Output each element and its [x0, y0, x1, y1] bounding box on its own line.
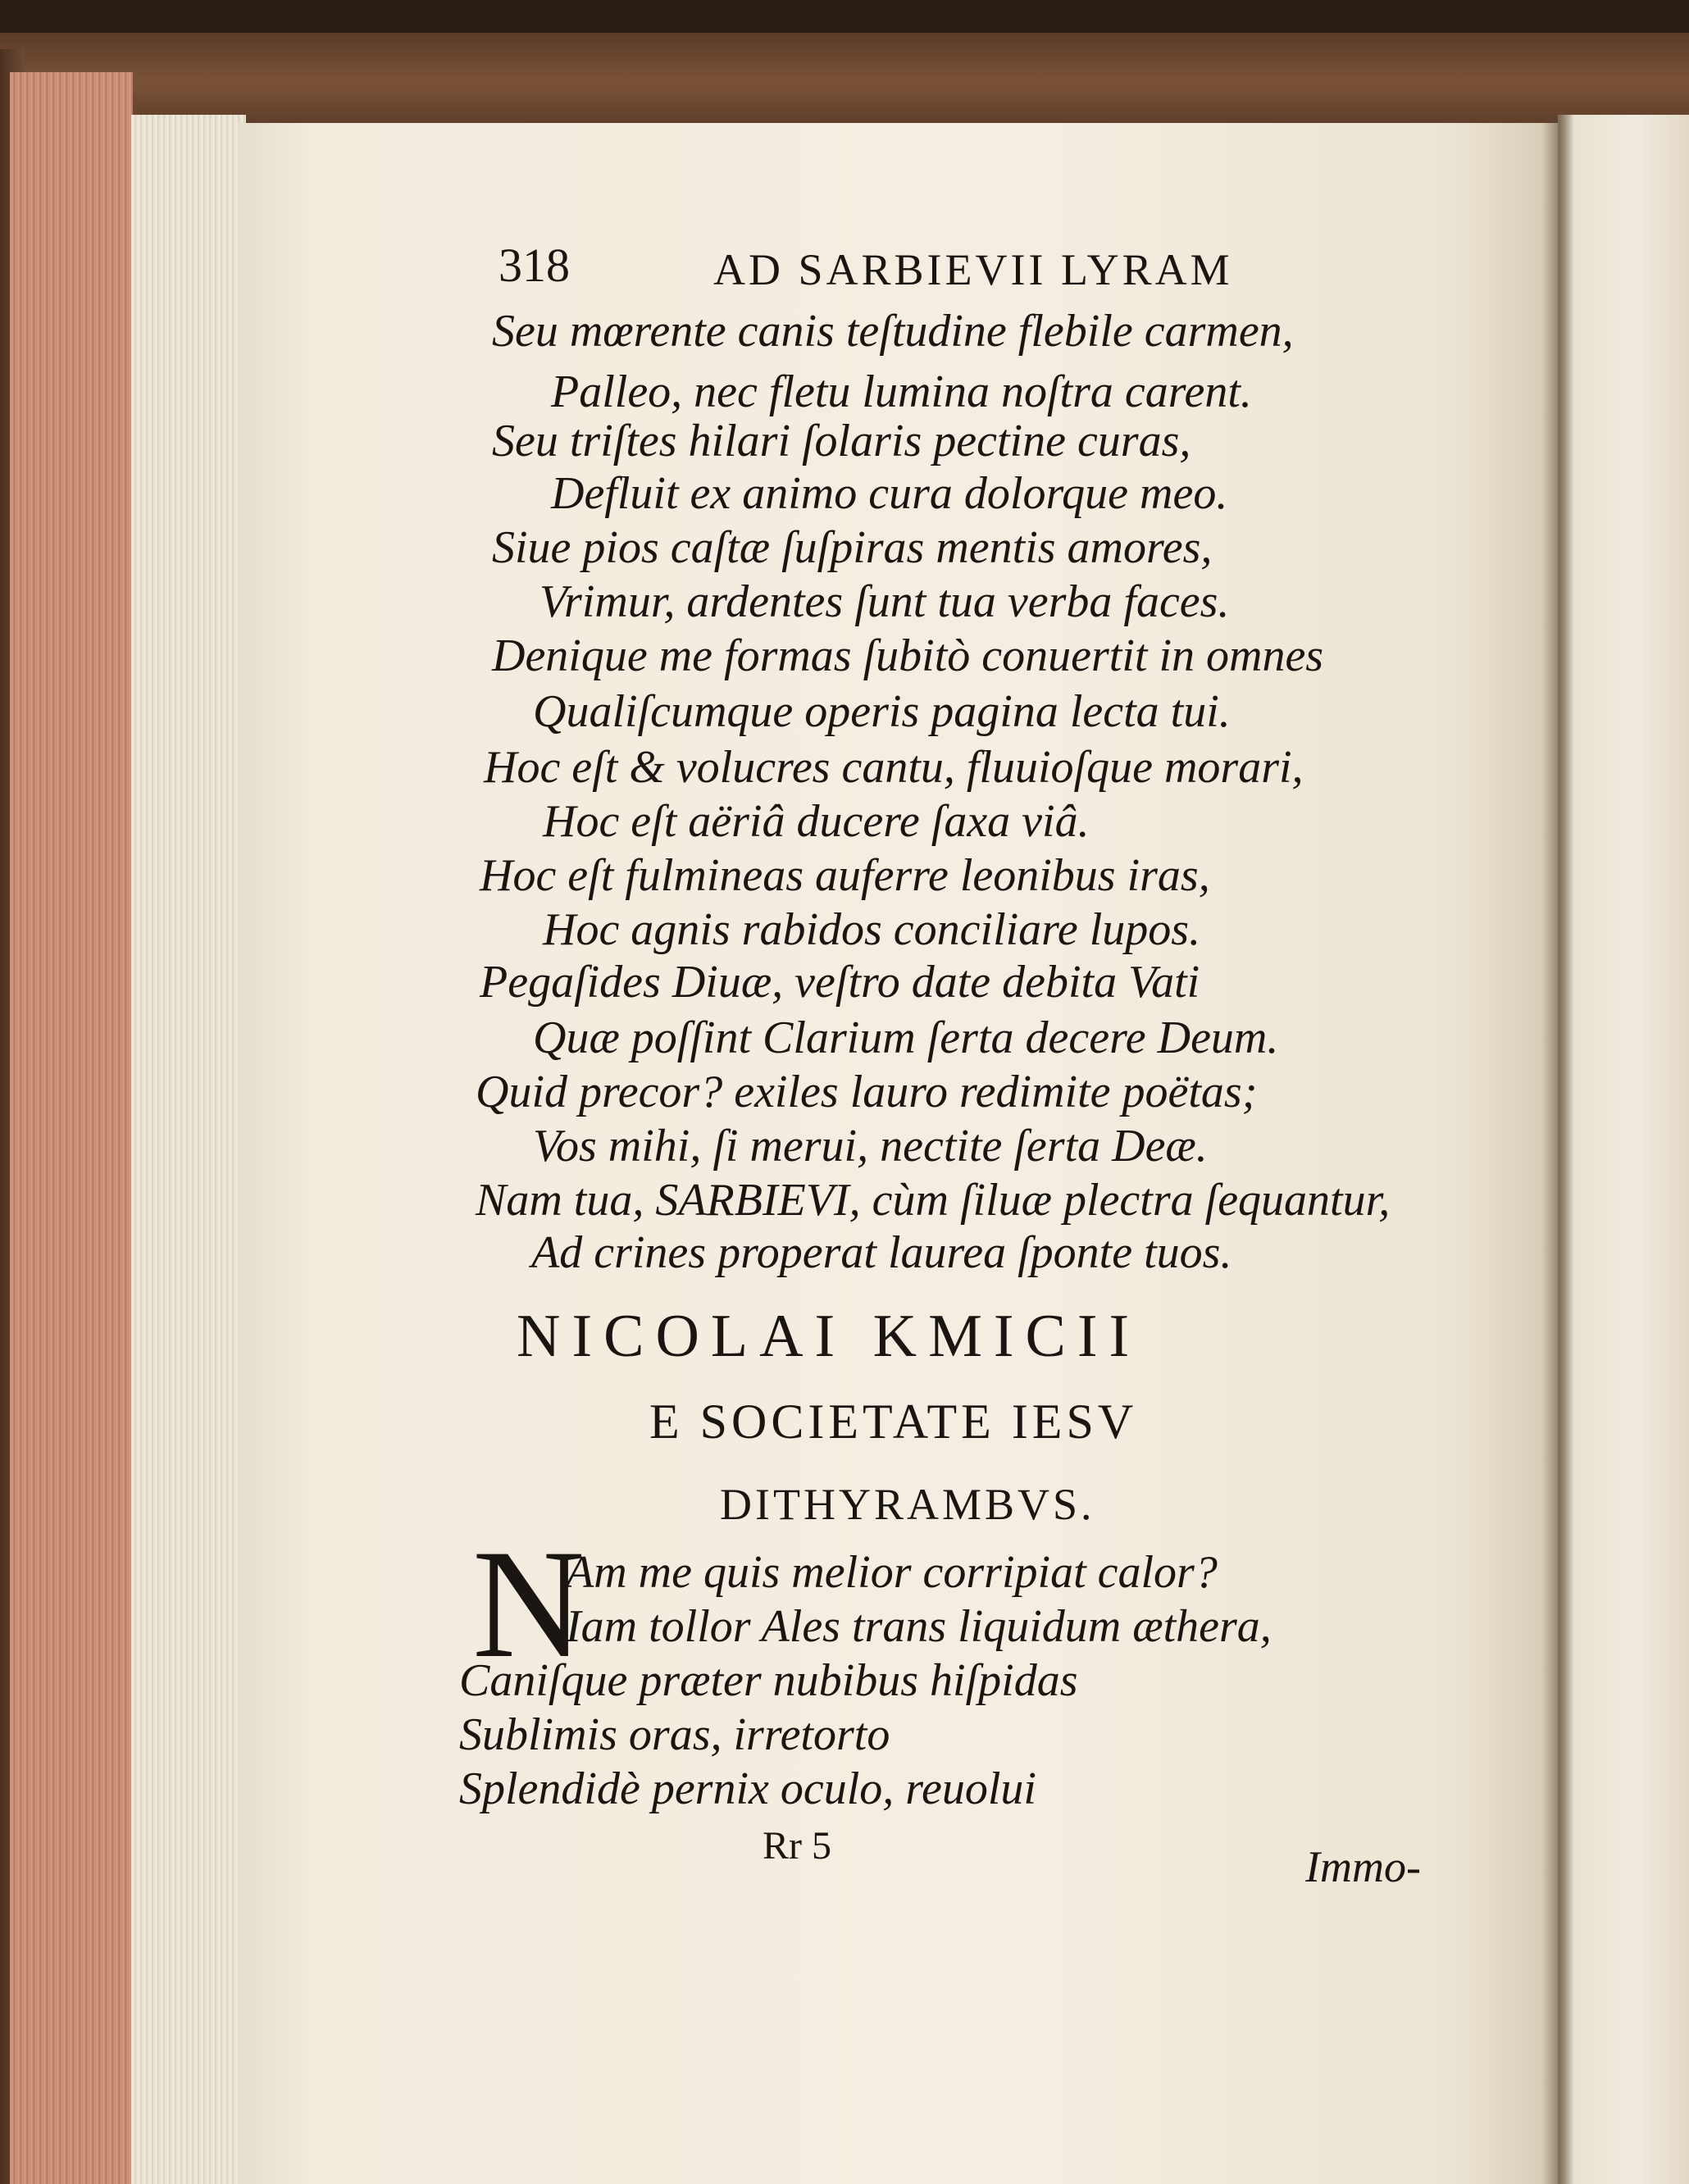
facing-page-edge [1558, 115, 1689, 2184]
verse-line: Nam tua, SARBIEVI, cùm ſiluæ plectra ſequantur, [476, 1175, 1391, 1226]
verse-line: Sublimis oras, irretorto [459, 1709, 890, 1760]
verse-line: Iam tollor Ales trans liquidum æthera, [566, 1601, 1272, 1652]
drop-cap: N [472, 1518, 585, 1690]
verse-line: Quæ poſſint Clarium ſerta decere Deum. [533, 1012, 1279, 1063]
verse-line: Denique me formas ſubitò conuertit in omnes [492, 630, 1324, 681]
page-fore-edge [10, 72, 133, 2184]
book-gutter [1541, 115, 1574, 2184]
verse-line: Palleo, nec fletu lumina noſtra carent. [551, 366, 1252, 417]
verse-line: Am me quis melior corripiat calor? [566, 1547, 1218, 1598]
verse-line: Vrimur, ardentes ſunt tua verba faces. [539, 576, 1230, 627]
verse-line: Quid precor? exiles lauro redimite poëtas; [476, 1067, 1258, 1117]
verse-line: Hoc eſt & volucres cantu, fluuioſque morari, [484, 742, 1304, 793]
verse-line: Hoc eſt aëriâ ducere ſaxa viâ. [543, 796, 1090, 847]
verse-line: Seu mœrente canis teſtudine flebile carmen, [492, 306, 1294, 357]
signature-mark: Rr 5 [763, 1824, 831, 1868]
section-author: NICOLAI KMICII [517, 1303, 1141, 1370]
verse-line: Seu triſtes hilari ſolaris pectine curas, [492, 416, 1191, 466]
verse-line: Hoc eſt fulmineas auferre leonibus iras, [480, 850, 1210, 901]
verse-line: Pegaſides Diuæ, veſtro date debita Vati [480, 957, 1200, 1008]
page-number: 318 [499, 239, 570, 292]
verse-line: Ad crines properat laurea ſponte tuos. [531, 1227, 1232, 1278]
verse-line: Defluit ex animo cura dolorque meo. [551, 468, 1228, 519]
page-stack [131, 115, 246, 2184]
verse-line: Siue pios caſtæ ſuſpiras mentis amores, [492, 522, 1213, 573]
catchword: Immo- [1305, 1842, 1421, 1891]
section-order: E SOCIETATE IESV [649, 1395, 1138, 1449]
verse-line: Vos mihi, ſi merui, nectite ſerta Deæ. [533, 1121, 1208, 1172]
verse-line: Hoc agnis rabidos conciliare lupos. [543, 904, 1201, 955]
verse-line: Qualiſcumque operis pagina lecta tui. [533, 686, 1231, 737]
verse-line: Caniſque præter nubibus hiſpidas [459, 1655, 1078, 1706]
verse-line: Splendidè pernix oculo, reuolui [459, 1763, 1036, 1814]
running-title: AD SARBIEVII LYRAM [713, 245, 1233, 294]
section-genre: DITHYRAMBVS. [720, 1480, 1095, 1529]
